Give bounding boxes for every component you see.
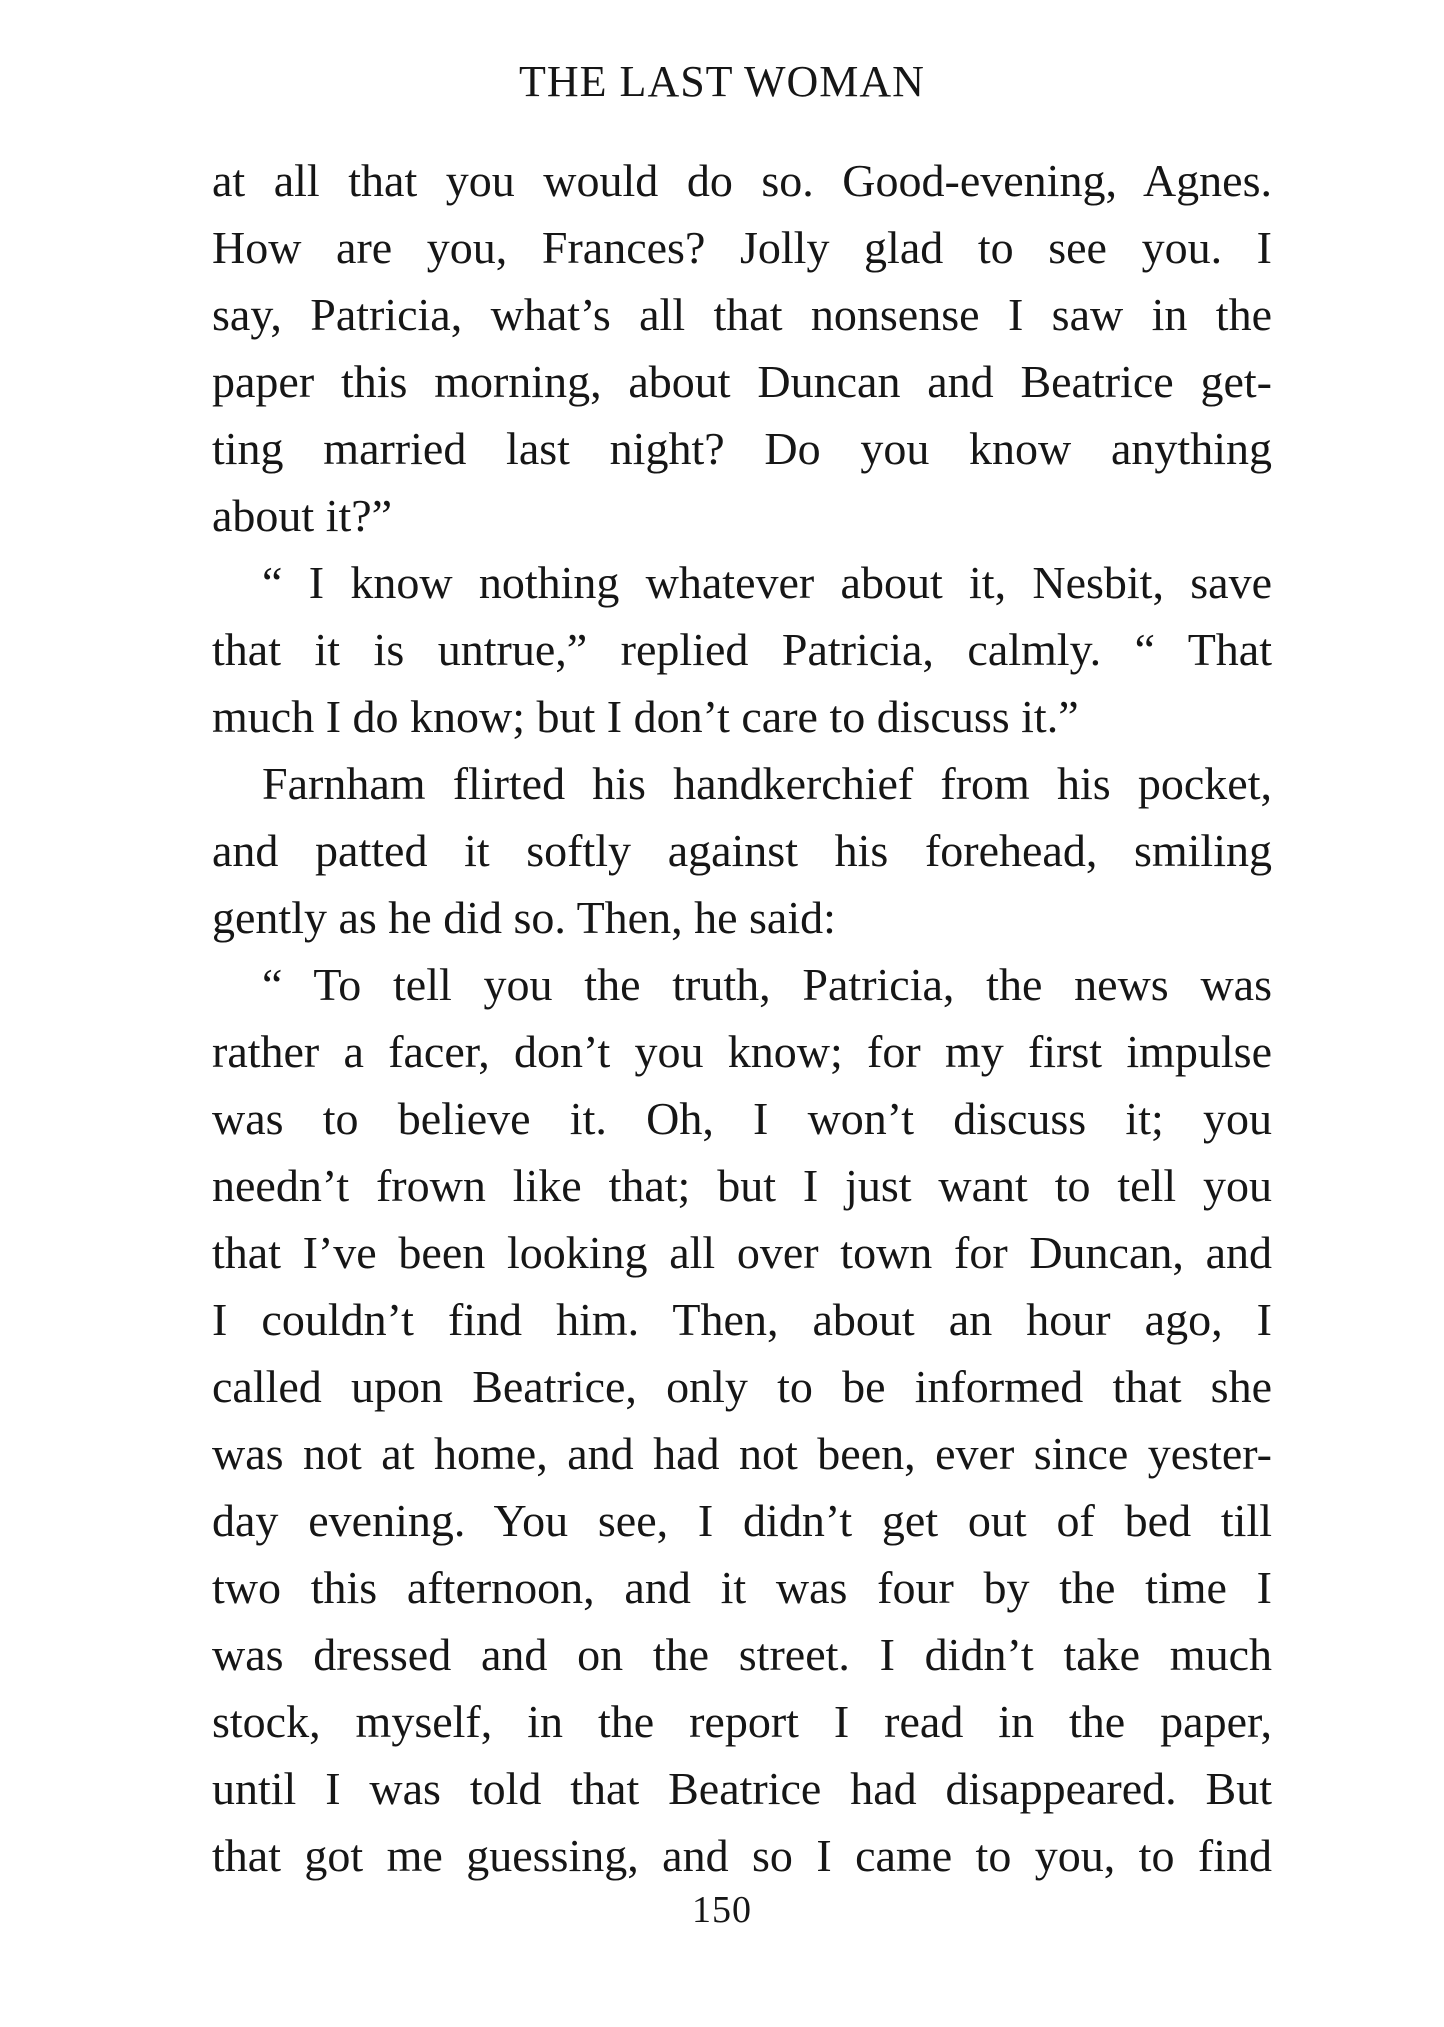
text-line: two this afternoon, and it was four by the time I xyxy=(212,1562,1272,1613)
page-number: 150 xyxy=(692,1889,752,1931)
body-text xyxy=(212,147,1272,1889)
text-line: and patted it softly against his forehead, smiling xyxy=(212,825,1272,876)
text-line: rather a facer, don’t you know; for my first impulse xyxy=(212,1026,1272,1077)
text-line: that got me guessing, and so I came to you, to find xyxy=(212,1830,1272,1881)
text-line: that I’ve been looking all over town for Duncan, and xyxy=(212,1227,1272,1278)
text-line: stock, myself, in the report I read in the paper, xyxy=(212,1696,1272,1747)
text-line: gently as he did so. Then, he said: xyxy=(212,892,836,943)
text-line: called upon Beatrice, only to be informed that she xyxy=(212,1361,1272,1412)
text-line: needn’t frown like that; but I just want to tell you xyxy=(212,1160,1272,1211)
text-line: “ I know nothing whatever about it, Nesbit, save xyxy=(262,557,1272,608)
text-line: was dressed and on the street. I didn’t take much xyxy=(212,1629,1272,1680)
text-line: How are you, Frances? Jolly glad to see you. I xyxy=(212,222,1272,273)
text-line: at all that you would do so. Good-evening, Agnes. xyxy=(212,155,1272,206)
text-line: Farnham flirted his handkerchief from his pocket, xyxy=(262,758,1272,809)
text-line: I couldn’t find him. Then, about an hour ago, I xyxy=(212,1294,1272,1345)
text-line: until I was told that Beatrice had disappeared. But xyxy=(212,1763,1272,1814)
text-line: much I do know; but I don’t care to discuss it.” xyxy=(212,691,1079,742)
text-line: was to believe it. Oh, I won’t discuss it; you xyxy=(212,1093,1272,1144)
text-line: “ To tell you the truth, Patricia, the news was xyxy=(262,959,1272,1010)
text-line: paper this morning, about Duncan and Beatrice get- xyxy=(212,356,1272,407)
text-line: about it?” xyxy=(212,490,393,541)
text-line: ting married last night? Do you know anything xyxy=(212,423,1272,474)
text-line: day evening. You see, I didn’t get out of bed till xyxy=(212,1495,1272,1546)
text-line: was not at home, and had not been, ever since yester- xyxy=(212,1428,1272,1479)
text-line: that it is untrue,” replied Patricia, calmly. “ That xyxy=(212,624,1272,675)
running-head: THE LAST WOMAN xyxy=(519,57,925,106)
text-line: say, Patricia, what’s all that nonsense I saw in the xyxy=(212,289,1272,340)
